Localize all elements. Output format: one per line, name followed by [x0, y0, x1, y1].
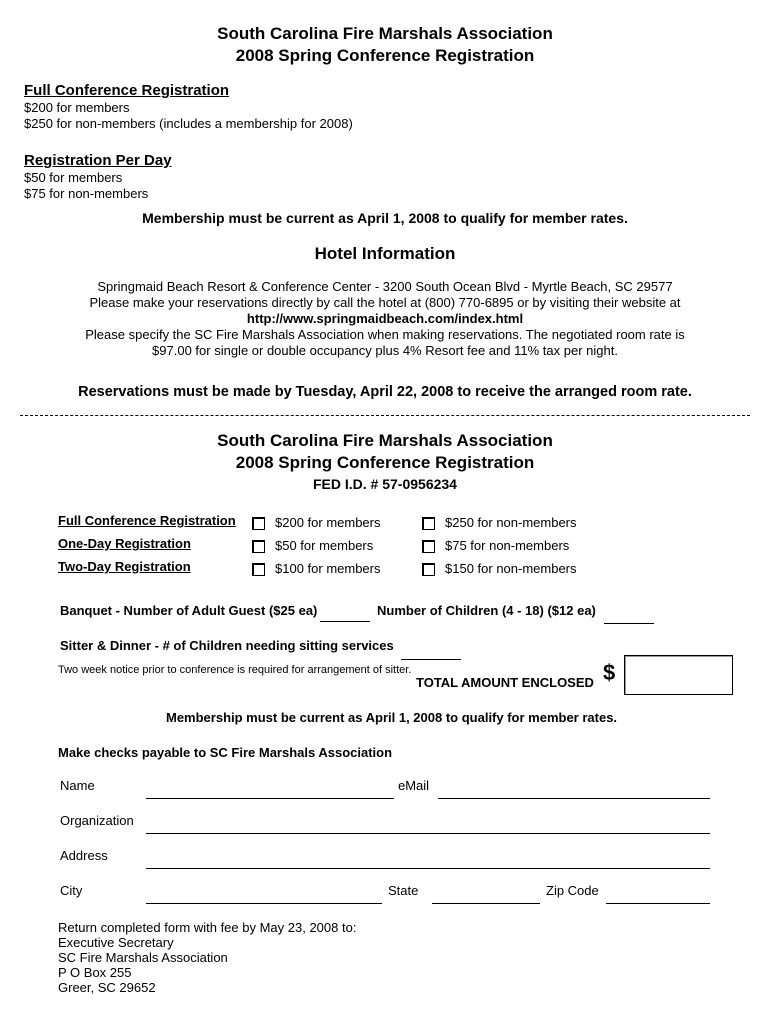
- return-po-box: P O Box 255: [58, 965, 132, 980]
- full-member-option: $200 for members: [275, 515, 381, 530]
- oneday-nonmember-option: $75 for non-members: [445, 538, 570, 553]
- return-city: Greer, SC 29652: [58, 980, 156, 995]
- banquet-adult-label: Banquet - Number of Adult Guest ($25 ea): [60, 603, 318, 618]
- twoday-member-option: $100 for members: [275, 561, 381, 576]
- per-day-heading: Registration Per Day: [24, 152, 172, 169]
- full-nonmember-option: $250 for non-members: [445, 515, 577, 530]
- full-registration-heading: Full Conference Registration: [24, 82, 230, 99]
- address-field[interactable]: [146, 868, 710, 869]
- page-title: South Carolina Fire Marshals Association: [217, 24, 553, 43]
- full-registration-member-price: $200 for members: [24, 100, 130, 115]
- total-amount-label: TOTAL AMOUNT ENCLOSED: [416, 675, 594, 690]
- sitter-note: Two week notice prior to conference is required for arrangement of sitter.: [58, 664, 412, 676]
- zip-field[interactable]: [606, 903, 710, 904]
- cut-line-divider: [20, 415, 750, 416]
- reservation-deadline: Reservations must be made by Tuesday, April 22, 2008 to receive the arranged room rate.: [78, 384, 692, 400]
- full-member-checkbox[interactable]: [252, 517, 265, 530]
- twoday-nonmember-option: $150 for non-members: [445, 561, 577, 576]
- form-subtitle: 2008 Spring Conference Registration: [235, 453, 535, 472]
- organization-label: Organization: [60, 813, 134, 828]
- hotel-website-link[interactable]: http://www.springmaidbeach.com/index.html: [246, 311, 524, 326]
- banquet-adult-field[interactable]: [320, 621, 370, 622]
- twoday-member-checkbox[interactable]: [252, 563, 265, 576]
- option-label-one-day: One-Day Registration: [58, 536, 191, 551]
- option-label-full: Full Conference Registration: [58, 513, 236, 528]
- banquet-children-field[interactable]: [604, 623, 654, 624]
- return-instructions: Return completed form with fee by May 23, 2008 to:: [58, 920, 357, 935]
- return-recipient: Executive Secretary: [58, 935, 174, 950]
- banquet-children-label: Number of Children (4 - 18) ($12 ea): [377, 603, 596, 618]
- email-label: eMail: [398, 778, 430, 793]
- membership-note: Membership must be current as April 1, 2008 to qualify for member rates.: [142, 210, 628, 226]
- option-label-two-day: Two-Day Registration: [58, 559, 191, 574]
- hotel-rate-text: $97.00 for single or double occupancy plus 4% Resort fee and 11% tax per night.: [152, 343, 618, 358]
- oneday-member-checkbox[interactable]: [252, 540, 265, 553]
- name-field[interactable]: [146, 798, 394, 799]
- city-label: City: [60, 883, 83, 898]
- hotel-address: Springmaid Beach Resort & Conference Center - 3200 South Ocean Blvd - Myrtle Beach, SC 29577: [97, 279, 673, 294]
- per-day-nonmember-price: $75 for non-members: [24, 186, 149, 201]
- form-membership-note: Membership must be current as April 1, 2008 to qualify for member rates.: [166, 710, 618, 725]
- organization-field[interactable]: [146, 833, 710, 834]
- checks-payable-note: Make checks payable to SC Fire Marshals Association: [58, 745, 393, 760]
- email-field[interactable]: [438, 798, 710, 799]
- fed-id: FED I.D. # 57-0956234: [313, 476, 457, 492]
- hotel-reservation-text: Please make your reservations directly by call the hotel at (800) 770-6895 or by visiting their website at: [89, 295, 681, 310]
- zip-label: Zip Code: [546, 883, 599, 898]
- hotel-heading: Hotel Information: [314, 244, 456, 263]
- total-amount-field[interactable]: [624, 655, 733, 695]
- state-label: State: [388, 883, 419, 898]
- sitter-field[interactable]: [401, 659, 461, 660]
- form-title: South Carolina Fire Marshals Association: [217, 431, 553, 450]
- full-nonmember-checkbox[interactable]: [422, 517, 435, 530]
- twoday-nonmember-checkbox[interactable]: [422, 563, 435, 576]
- sitter-label: Sitter & Dinner - # of Children needing sitting services: [60, 638, 394, 653]
- oneday-nonmember-checkbox[interactable]: [422, 540, 435, 553]
- dollar-sign: $: [603, 660, 616, 685]
- hotel-specify-text: Please specify the SC Fire Marshals Association when making reservations. The negotiated room rate is: [85, 327, 685, 342]
- city-field[interactable]: [146, 903, 382, 904]
- full-registration-nonmember-price: $250 for non-members (includes a membership for 2008): [24, 116, 353, 131]
- return-organization: SC Fire Marshals Association: [58, 950, 228, 965]
- per-day-member-price: $50 for members: [24, 170, 123, 185]
- oneday-member-option: $50 for members: [275, 538, 374, 553]
- state-field[interactable]: [432, 903, 540, 904]
- page-subtitle: 2008 Spring Conference Registration: [235, 46, 535, 65]
- name-label: Name: [60, 778, 95, 793]
- address-label: Address: [60, 848, 108, 863]
